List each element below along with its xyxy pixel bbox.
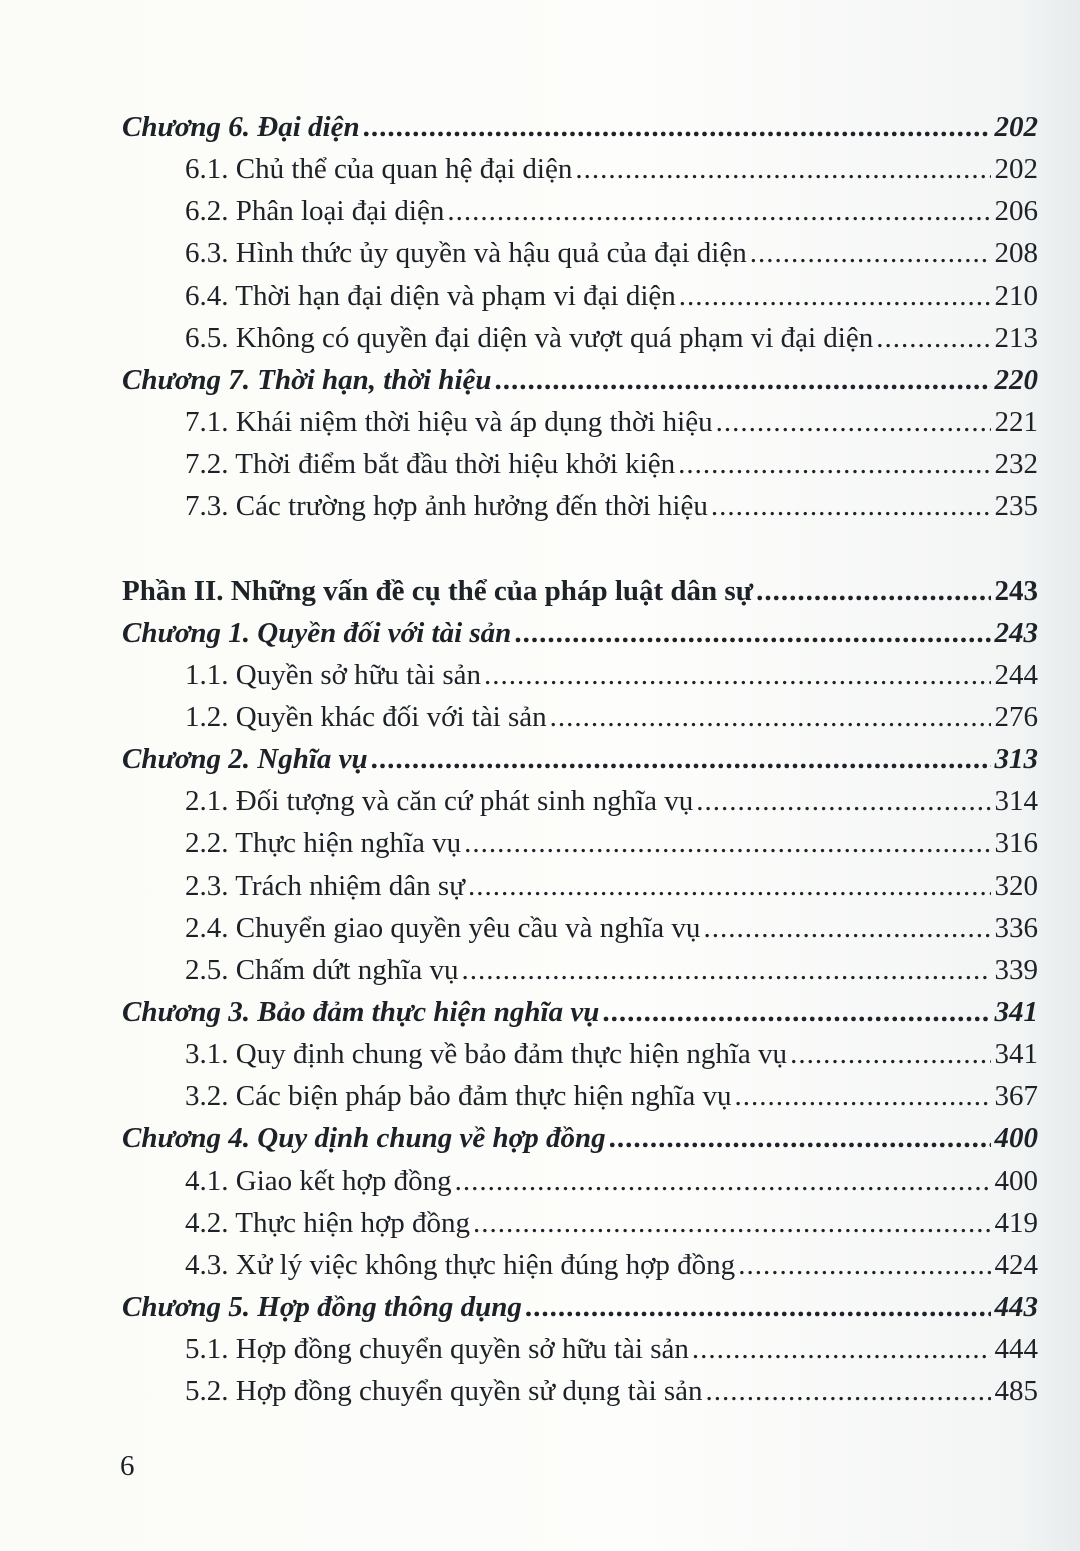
toc-chapter-entry — [122, 359, 1038, 401]
toc-sub-entry — [122, 1075, 1038, 1117]
toc-entry-title: 2.1. Đối tượng và căn cứ phát sinh nghĩa vụ — [185, 785, 694, 818]
dot-leader — [525, 1286, 991, 1328]
toc-entry-title: 7.1. Khái niệm thời hiệu và áp dụng thời hiệu — [185, 405, 713, 438]
toc-entry-page-number: 367 — [994, 1080, 1038, 1113]
toc-part-entry — [122, 570, 1038, 612]
toc-entry-title: Chương 6. Đại diện — [122, 111, 360, 143]
page-number: 6 — [120, 1450, 135, 1482]
toc-sub-entry — [122, 949, 1038, 991]
toc-sub-entry — [122, 780, 1038, 822]
dot-leader — [495, 359, 991, 401]
toc-entry-page-number: 210 — [994, 279, 1038, 312]
toc-entry-page-number: 339 — [994, 953, 1038, 986]
dot-leader — [464, 822, 990, 864]
dot-leader — [734, 1075, 990, 1117]
toc-entry-title: Chương 2. Nghĩa vụ — [122, 743, 368, 776]
toc-chapter-entry — [122, 612, 1038, 654]
toc-chapter-entry — [122, 1117, 1038, 1159]
dot-leader — [447, 190, 990, 232]
dot-leader — [371, 738, 991, 780]
dot-leader — [790, 1033, 990, 1075]
toc-entry-page-number: 443 — [994, 1290, 1038, 1323]
toc-entry-page-number: 244 — [994, 658, 1038, 691]
toc-chapter-entry — [122, 106, 1038, 148]
toc-sub-entry — [122, 1244, 1038, 1286]
toc-entry-page-number: 220 — [994, 363, 1038, 396]
toc-entry-title: 6.1. Chủ thể của quan hệ đại diện — [185, 153, 573, 186]
toc-sub-entry — [122, 1202, 1038, 1244]
toc-entry-title: 3.1. Quy định chung về bảo đảm thực hiện nghĩa vụ — [185, 1038, 788, 1071]
toc-entry-title: 6.4. Thời hạn đại diện và phạm vi đại diện — [185, 279, 676, 312]
toc-entry-title: 5.2. Hợp đồng chuyển quyền sử dụng tài sản — [185, 1375, 703, 1408]
dot-leader — [756, 570, 990, 612]
toc-entry-title: 1.2. Quyền khác đối với tài sản — [185, 700, 547, 733]
toc-entry-title: 2.4. Chuyển giao quyền yêu cầu và nghĩa vụ — [185, 911, 701, 944]
toc-entry-title: Chương 3. Bảo đảm thực hiện nghĩa vụ — [122, 995, 600, 1028]
toc-entry-page-number: 243 — [994, 616, 1038, 649]
toc-sub-entry — [122, 190, 1038, 232]
toc-entry-page-number: 341 — [994, 995, 1038, 1028]
toc-entry-title: Chương 7. Thời hạn, thời hiệu — [122, 363, 492, 396]
toc-entry-page-number: 235 — [994, 490, 1038, 523]
toc-entry-page-number: 320 — [994, 869, 1038, 902]
toc-entry-title: 3.2. Các biện pháp bảo đảm thực hiện nghĩa vụ — [185, 1080, 732, 1113]
dot-leader — [876, 317, 990, 359]
toc-sub-entry — [122, 148, 1038, 190]
toc-entry-page-number: 221 — [994, 405, 1038, 438]
toc-entry-page-number: 400 — [994, 1164, 1038, 1197]
toc-chapter-entry — [122, 738, 1038, 780]
dot-leader — [609, 1117, 991, 1159]
toc-entry-page-number: 206 — [994, 195, 1038, 228]
toc-sub-entry — [122, 865, 1038, 907]
toc-entry-title: Chương 1. Quyền đối với tài sản — [122, 616, 512, 649]
toc-sub-entry — [122, 1033, 1038, 1075]
dot-leader — [473, 1202, 990, 1244]
dot-leader — [602, 991, 990, 1033]
toc-entry-page-number: 243 — [994, 574, 1038, 607]
toc-sub-entry — [122, 401, 1038, 443]
toc-sub-entry — [122, 1328, 1038, 1370]
toc-entry-title: 4.1. Giao kết hợp đồng — [185, 1164, 452, 1197]
toc-sub-entry — [122, 1160, 1038, 1202]
table-of-contents — [122, 106, 1038, 1412]
dot-leader — [696, 780, 990, 822]
toc-entry-title: Phần II. Những vấn đề cụ thể của pháp luật dân sự — [122, 574, 754, 607]
toc-entry-page-number: 202 — [994, 111, 1038, 143]
toc-entry-page-number: 424 — [994, 1248, 1038, 1281]
toc-entry-page-number: 485 — [994, 1375, 1038, 1408]
toc-entry-title: 6.2. Phân loại đại diện — [185, 195, 445, 228]
toc-entry-title: Chương 4. Quy dịnh chung về hợp đồng — [122, 1122, 606, 1155]
toc-entry-page-number: 276 — [994, 700, 1038, 733]
dot-leader — [711, 485, 991, 527]
dot-leader — [550, 696, 991, 738]
toc-entry-title: 5.1. Hợp đồng chuyển quyền sở hữu tài sản — [185, 1333, 689, 1366]
dot-leader — [514, 612, 990, 654]
dot-leader — [461, 949, 990, 991]
toc-entry-page-number: 316 — [994, 827, 1038, 860]
toc-entry-page-number: 313 — [994, 743, 1038, 776]
toc-entry-page-number: 444 — [994, 1333, 1038, 1366]
toc-entry-title: 4.2. Thực hiện hợp đồng — [185, 1206, 471, 1239]
dot-leader — [484, 654, 990, 696]
toc-sub-entry — [122, 822, 1038, 864]
toc-entry-title: 1.1. Quyền sở hữu tài sản — [185, 658, 482, 691]
toc-entry-page-number: 341 — [994, 1038, 1038, 1071]
dot-leader — [738, 1244, 990, 1286]
dot-leader — [692, 1328, 991, 1370]
toc-sub-entry — [122, 485, 1038, 527]
toc-entry-title: 6.5. Không có quyền đại diện và vượt quá phạm vi đại diện — [185, 321, 874, 354]
dot-leader — [363, 106, 991, 148]
toc-entry-page-number: 400 — [994, 1122, 1038, 1155]
toc-entry-title: 4.3. Xử lý việc không thực hiện đúng hợp đồng — [185, 1248, 736, 1281]
toc-entry-title: 2.2. Thực hiện nghĩa vụ — [185, 827, 462, 860]
dot-leader — [468, 865, 991, 907]
toc-sub-entry — [122, 1370, 1038, 1412]
toc-entry-page-number: 213 — [994, 321, 1038, 354]
toc-sub-entry — [122, 317, 1038, 359]
toc-entry-page-number: 202 — [994, 153, 1038, 186]
dot-leader — [575, 148, 990, 190]
dot-leader — [750, 232, 991, 274]
toc-entry-page-number: 208 — [994, 237, 1038, 270]
toc-sub-entry — [122, 907, 1038, 949]
toc-entry-page-number: 419 — [994, 1206, 1038, 1239]
dot-leader — [716, 401, 991, 443]
dot-leader — [679, 275, 991, 317]
toc-entry-page-number: 336 — [994, 911, 1038, 944]
toc-entry-page-number: 314 — [994, 785, 1038, 818]
toc-sub-entry — [122, 443, 1038, 485]
toc-sub-entry — [122, 696, 1038, 738]
dot-leader — [455, 1160, 991, 1202]
toc-chapter-entry — [122, 1286, 1038, 1328]
toc-entry-title: 2.3. Trách nhiệm dân sự — [185, 869, 465, 902]
toc-entry-title: 7.2. Thời điểm bắt đầu thời hiệu khởi kiện — [185, 448, 676, 481]
toc-entry-title: 6.3. Hình thức ủy quyền và hậu quả của đại diện — [185, 237, 747, 270]
dot-leader — [678, 443, 990, 485]
toc-entry-title: 2.5. Chấm dứt nghĩa vụ — [185, 953, 459, 986]
toc-spacer — [122, 527, 1038, 569]
dot-leader — [703, 907, 990, 949]
toc-chapter-entry — [122, 991, 1038, 1033]
toc-entry-title: 7.3. Các trường hợp ảnh hưởng đến thời hiệu — [185, 490, 708, 523]
toc-sub-entry — [122, 275, 1038, 317]
dot-leader — [706, 1370, 991, 1412]
toc-entry-title: Chương 5. Hợp đồng thông dụng — [122, 1290, 522, 1323]
toc-sub-entry — [122, 654, 1038, 696]
toc-sub-entry — [122, 232, 1038, 274]
toc-entry-page-number: 232 — [994, 448, 1038, 481]
